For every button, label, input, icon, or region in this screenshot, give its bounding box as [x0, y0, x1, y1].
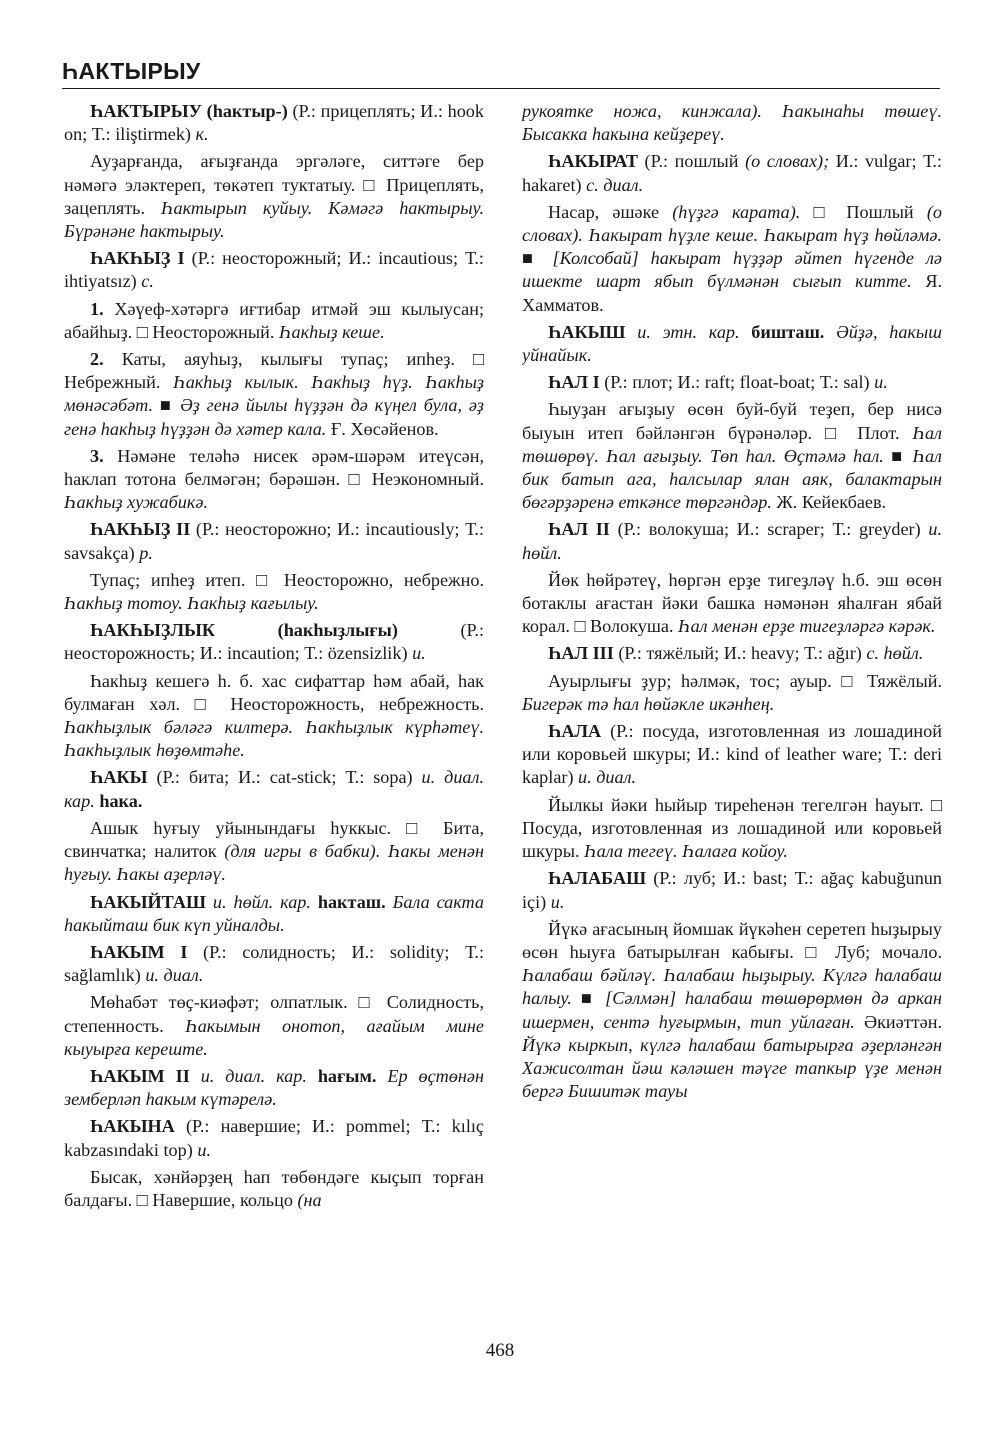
italic-run: с. диал.	[586, 174, 644, 195]
dictionary-paragraph	[522, 518, 942, 564]
text-run: (Р.: неосторожный; И.: incautious; Т.: ihtiyatsız)	[64, 248, 484, 292]
text-run: (Р.: луб; И.: bast; Т.: ağaç kabuğunun içi)	[522, 868, 942, 912]
italic-run: и. диал. кар.	[64, 767, 484, 811]
text-run: Һыуҙан ағыҙыу өсөн буй-буй теҙеп, бер нисә быуын итеп бәйләнгән бүрәнәләр. □ Плот.	[522, 399, 942, 443]
text-run: И.: vulgar; Т.: hakaret)	[522, 151, 942, 195]
headword-run: һағым.	[306, 1065, 377, 1086]
dictionary-paragraph	[64, 817, 484, 887]
text-run: Бысак, хәнйәрҙең һап төбөндәге кыҫып торған балдағы. □ Навершие, кольцо	[64, 1166, 484, 1210]
dictionary-paragraph	[522, 321, 942, 367]
italic-run: Һакһыҙлык бәләгә килтерә. Һакһыҙлык күрһәтеү. Һакһыҙлык һөҙөмтәһе.	[64, 717, 484, 761]
dictionary-paragraph	[522, 371, 942, 394]
text-run: (Р.: неосторожно; И.: incautiously; Т.: savsakça)	[64, 519, 484, 563]
dictionary-paragraph	[522, 918, 942, 1104]
text-run: Тупаҫ; ипһеҙ итеп. □ Неосторожно, небрежно.	[90, 569, 484, 590]
headword-run: ҺАЛ I	[548, 372, 600, 393]
text-run: Нәмәне теләһә нисек әрәм-шәрәм итеүсән, һаклап тотона белмәгән; бәрәшән. □ Неэкономный.	[64, 445, 484, 490]
italic-run: Һалабаш бәйләү. Һалабаш һыҙырыу. Күлгә һалабаш һалыу.	[522, 965, 942, 1009]
italic-run: [Колсобай] һакырат һүҙҙәр әйтеп һүгенде лә ишекте шарт ябып бүлмәнән сығып китте.	[522, 248, 942, 292]
headword-run: бишташ.	[739, 321, 825, 342]
dictionary-paragraph	[64, 991, 484, 1061]
dictionary-paragraph	[522, 720, 942, 790]
headword-run: ■	[571, 988, 606, 1009]
italic-run: и.	[550, 891, 565, 912]
dictionary-paragraph	[522, 398, 942, 514]
italic-run: Әҙ генә йылы һүҙҙән дә күңел була, әҙ генә һакһыҙ һүҙҙән дә хәтер кала.	[64, 395, 484, 439]
text-run: (Р.: прицеплять; И.: hook on; Т.: iliştirmek)	[64, 101, 484, 145]
italic-run: и.	[197, 1139, 211, 1160]
left-column	[64, 100, 484, 1449]
dictionary-paragraph	[64, 348, 484, 441]
italic-run: с.	[141, 271, 154, 292]
dictionary-paragraph	[64, 1115, 484, 1161]
italic-run: с. һөйл.	[866, 643, 924, 664]
dictionary-paragraph	[64, 619, 484, 665]
headword-run: ҺАЛА	[548, 721, 602, 742]
header-rule	[62, 88, 940, 89]
italic-run: и. диал. кар.	[189, 1065, 307, 1086]
headword-run: һакташ.	[310, 891, 386, 912]
text-run: Ауҙарғанда, ағыҙғанда эргәләге, ситтәге бер нәмәгә эләктереп, төкәтеп туктатыу. □ Прицеплять, зацеплять.	[64, 151, 484, 218]
dictionary-paragraph	[64, 766, 484, 812]
right-column	[522, 100, 942, 1449]
headword-run: ҺАКЫМ II	[90, 1065, 190, 1086]
italic-run: и.	[412, 643, 426, 664]
dictionary-paragraph	[64, 518, 484, 564]
page-number: 468	[485, 1340, 515, 1361]
text-run: Йөк һөйрәтеү, һөргән ерҙе тигеҙләү һ.б. эш өсөн ботаклы ағастан йәки башка нәмәнән яһалған ябай корал. □ Волокуша.	[522, 569, 942, 637]
headword-run: һака.	[94, 790, 143, 811]
italic-run: (для игры в бабки). Һакы менән һуғыу. Һакы аҙерләү.	[64, 841, 484, 885]
italic-run: и. һөйл. кар.	[206, 891, 311, 912]
italic-run: Ер өҫтөнән земберләп һакым күтәрелә.	[64, 1065, 484, 1110]
text-run: (Р.: волокуша; И.: scraper; Т.: greyder)	[609, 519, 929, 540]
text-run: (Р.: бита; И.: cat-stick; Т.: sopa)	[147, 767, 422, 788]
text-run: Ашык һуғыу уйынындағы һуккыс. □ Бита, свинчатка; налиток	[64, 817, 484, 862]
text-run: (Р.: солидность; И.: solidity; Т.: sağlamlık)	[64, 941, 484, 986]
headword-run: ҺАКЫШ	[548, 321, 626, 342]
headword-run: ҺАЛАБАШ	[548, 868, 647, 889]
dictionary-paragraph	[64, 1166, 484, 1212]
headword-run: 3.	[90, 445, 104, 466]
running-head: ҺАКТЫРЫУ	[62, 58, 201, 84]
italic-run: Әйҙә, һакыш уйнайык.	[522, 321, 942, 366]
italic-run: [Сәлмән] һалабаш төшөрөрмөн дә аркан ишермен, сентә һуғырмын, тип уйлаған.	[522, 988, 942, 1032]
dictionary-paragraph	[522, 150, 942, 196]
italic-run: и. этн. кар.	[625, 321, 740, 342]
headword-run: ■	[522, 248, 553, 269]
dictionary-paragraph	[522, 642, 942, 665]
text-run: (Р.: пошлый	[637, 151, 746, 172]
italic-run: Һакымын онотоп, ағайым мине кыуырға кереште.	[64, 1015, 484, 1059]
text-run: □ Пошлый	[800, 201, 927, 222]
headword-run: 2.	[90, 349, 104, 370]
text-run: Насар, әшәке	[548, 201, 673, 222]
headword-run: ҺАКЫ	[90, 767, 148, 788]
headword-run: ҺАКҺЫҘ II	[90, 519, 191, 540]
italic-run: к.	[195, 124, 209, 145]
italic-run: и. диал.	[578, 767, 637, 788]
text-run: Мөһабәт төҫ-киәфәт; олпатлык. □ Солидность, степенность.	[64, 992, 484, 1036]
dictionary-paragraph	[64, 298, 484, 344]
text-run: (Р.: неосторожность; И.: incaution; Т.: özensizlik)	[64, 620, 484, 664]
dictionary-paragraph	[64, 445, 484, 515]
dictionary-paragraph	[64, 569, 484, 615]
italic-run: и. диал.	[145, 965, 204, 986]
headword-run: ҺАЛ II	[548, 519, 610, 540]
italic-run: Һала тегеү. Һалаға койоу.	[584, 841, 788, 862]
text-run: Әкиәттән.	[854, 1011, 942, 1032]
dictionary-paragraph	[522, 100, 942, 146]
italic-run: Һакһыҙ тотоу. Һакһыҙ кағылыу.	[64, 593, 319, 614]
dictionary-paragraph	[522, 201, 942, 317]
italic-run: Йүкә кыркып, күлгә һалабаш батырырға әҙерләнгән Хажисолтан йәш кәләшен тәүге тапкыр үҙе менән бергә Бишитәк тауы	[522, 1034, 942, 1102]
text-run: Йылкы йәки һыйыр тиреһенән тегелгән һауыт. □ Посуда, изготовленная из лошадиной или коровьей шкуры.	[522, 794, 942, 862]
italic-run: Һал бик батып ага, һалсылар ялан аяк, балактарын бөгәрҙәренә еткәнсе төргәндәр.	[522, 445, 942, 513]
headword-run: ■	[883, 445, 913, 466]
text-run: Хәүеф-хәтәргә иғтибар итмәй эш кылыусан; абайһыҙ. □ Неосторожный.	[64, 298, 484, 342]
italic-run: Һакһыҙ кылык. Һакһыҙ һүҙ. Һакһыҙ мөнәсәбәт.	[64, 372, 484, 416]
dictionary-paragraph	[522, 670, 942, 716]
dictionary-paragraph	[522, 867, 942, 913]
headword-run: ҺАКҺЫҘ I	[90, 248, 185, 269]
text-run: Йүкә ағасының йомшак йүкәһен серетеп һыҙырыу өсөн һыуға батырылған кабығы. □ Луб; мочало.	[522, 918, 942, 962]
headword-run: ҺАКЫМ I	[90, 941, 188, 962]
text-run: Ғ. Хөсәйенов.	[326, 418, 439, 439]
text-run: Я. Хамматов.	[522, 271, 942, 315]
italic-run: Һакһыҙ хужабикә.	[64, 492, 209, 513]
headword-run: ҺАКЫНА	[90, 1116, 175, 1137]
italic-run: Һакһыҙ кеше.	[278, 321, 385, 342]
italic-run: рукоятке ножа, кинжала). Һакынаһы төшеү. Бысакка һакына кейҙереү.	[522, 101, 942, 145]
text-run: (Р.: тяжёлый; И.: heavy; Т.: ağır)	[613, 643, 867, 664]
italic-run: Һал менән ерҙе тигеҙләргә кәрәк.	[678, 616, 936, 637]
text-run: Һакһыҙ кешегә һ. б. хас сифаттар һәм абай, һак булмаған хәл. □ Неосторожность, небрежность.	[64, 670, 484, 714]
italic-run: Һал төшөрөү. Һал ағыҙыу. Төп һал. Өҫтәмә һал.	[522, 422, 942, 466]
italic-run: Һактырып куйыу. Кәмәгә һактырыу. Бүрәнәне һактырыу.	[64, 197, 484, 242]
dictionary-paragraph	[522, 569, 942, 639]
italic-run: р.	[139, 542, 153, 563]
dictionary-paragraph	[522, 794, 942, 864]
headword-run: ҺАЛ III	[548, 643, 614, 664]
text-run: Каты, аяуһыҙ, кылығы тупаҫ; ипһеҙ. □ Небрежный.	[64, 349, 484, 393]
italic-run: (о словах). Һакырат һүҙле кеше. Һакырат һүҙ һөйләмә.	[522, 201, 942, 246]
dictionary-paragraph	[64, 247, 484, 293]
dictionary-paragraph	[64, 100, 484, 146]
italic-run: Бала сакта һакыйташ бик күп уйналды.	[64, 891, 484, 935]
headword-run: ■	[153, 395, 181, 416]
dictionary-paragraph	[64, 1065, 484, 1111]
italic-run: и.	[874, 372, 888, 393]
headword-run: 1.	[90, 298, 104, 319]
dictionary-paragraph	[64, 150, 484, 243]
italic-run: и. һөйл.	[522, 519, 942, 563]
italic-run: (о словах);	[745, 151, 830, 172]
text-run: Ж. Кейекбаев.	[771, 492, 887, 513]
dictionary-paragraph	[64, 941, 484, 987]
headword-run: ҺАКҺЫҘЛЫК (hакhыҙлығы)	[90, 620, 398, 641]
italic-run: Бигерәк тә һал һөйәкле икәнһең.	[522, 693, 775, 714]
dictionary-paragraph	[64, 670, 484, 763]
dictionary-paragraph	[64, 891, 484, 937]
text-run: (Р.: навершие; И.: pommel; Т.: kılıç kabzasındaki top)	[64, 1116, 484, 1160]
text-run: (Р.: посуда, изготовленная из лошадиной или коровьей шкуры; И.: kind of leather ware; Т.: deri kaplar)	[522, 721, 942, 788]
italic-run: (һүҙгә карата).	[672, 201, 801, 222]
text-run: (Р.: плот; И.: raft; float-boat; Т.: sal)	[599, 372, 875, 393]
italic-run: (на	[297, 1189, 322, 1210]
text-run: Ауырлығы ҙур; һәлмәк, тос; ауыр. □ Тяжёлый.	[548, 670, 942, 691]
headword-run: ҺАКЫРАТ	[548, 151, 638, 172]
headword-run: ҺАКЫЙТАШ	[90, 891, 207, 912]
headword-run: ҺАКТЫРЫУ (hактыр-)	[90, 101, 288, 121]
